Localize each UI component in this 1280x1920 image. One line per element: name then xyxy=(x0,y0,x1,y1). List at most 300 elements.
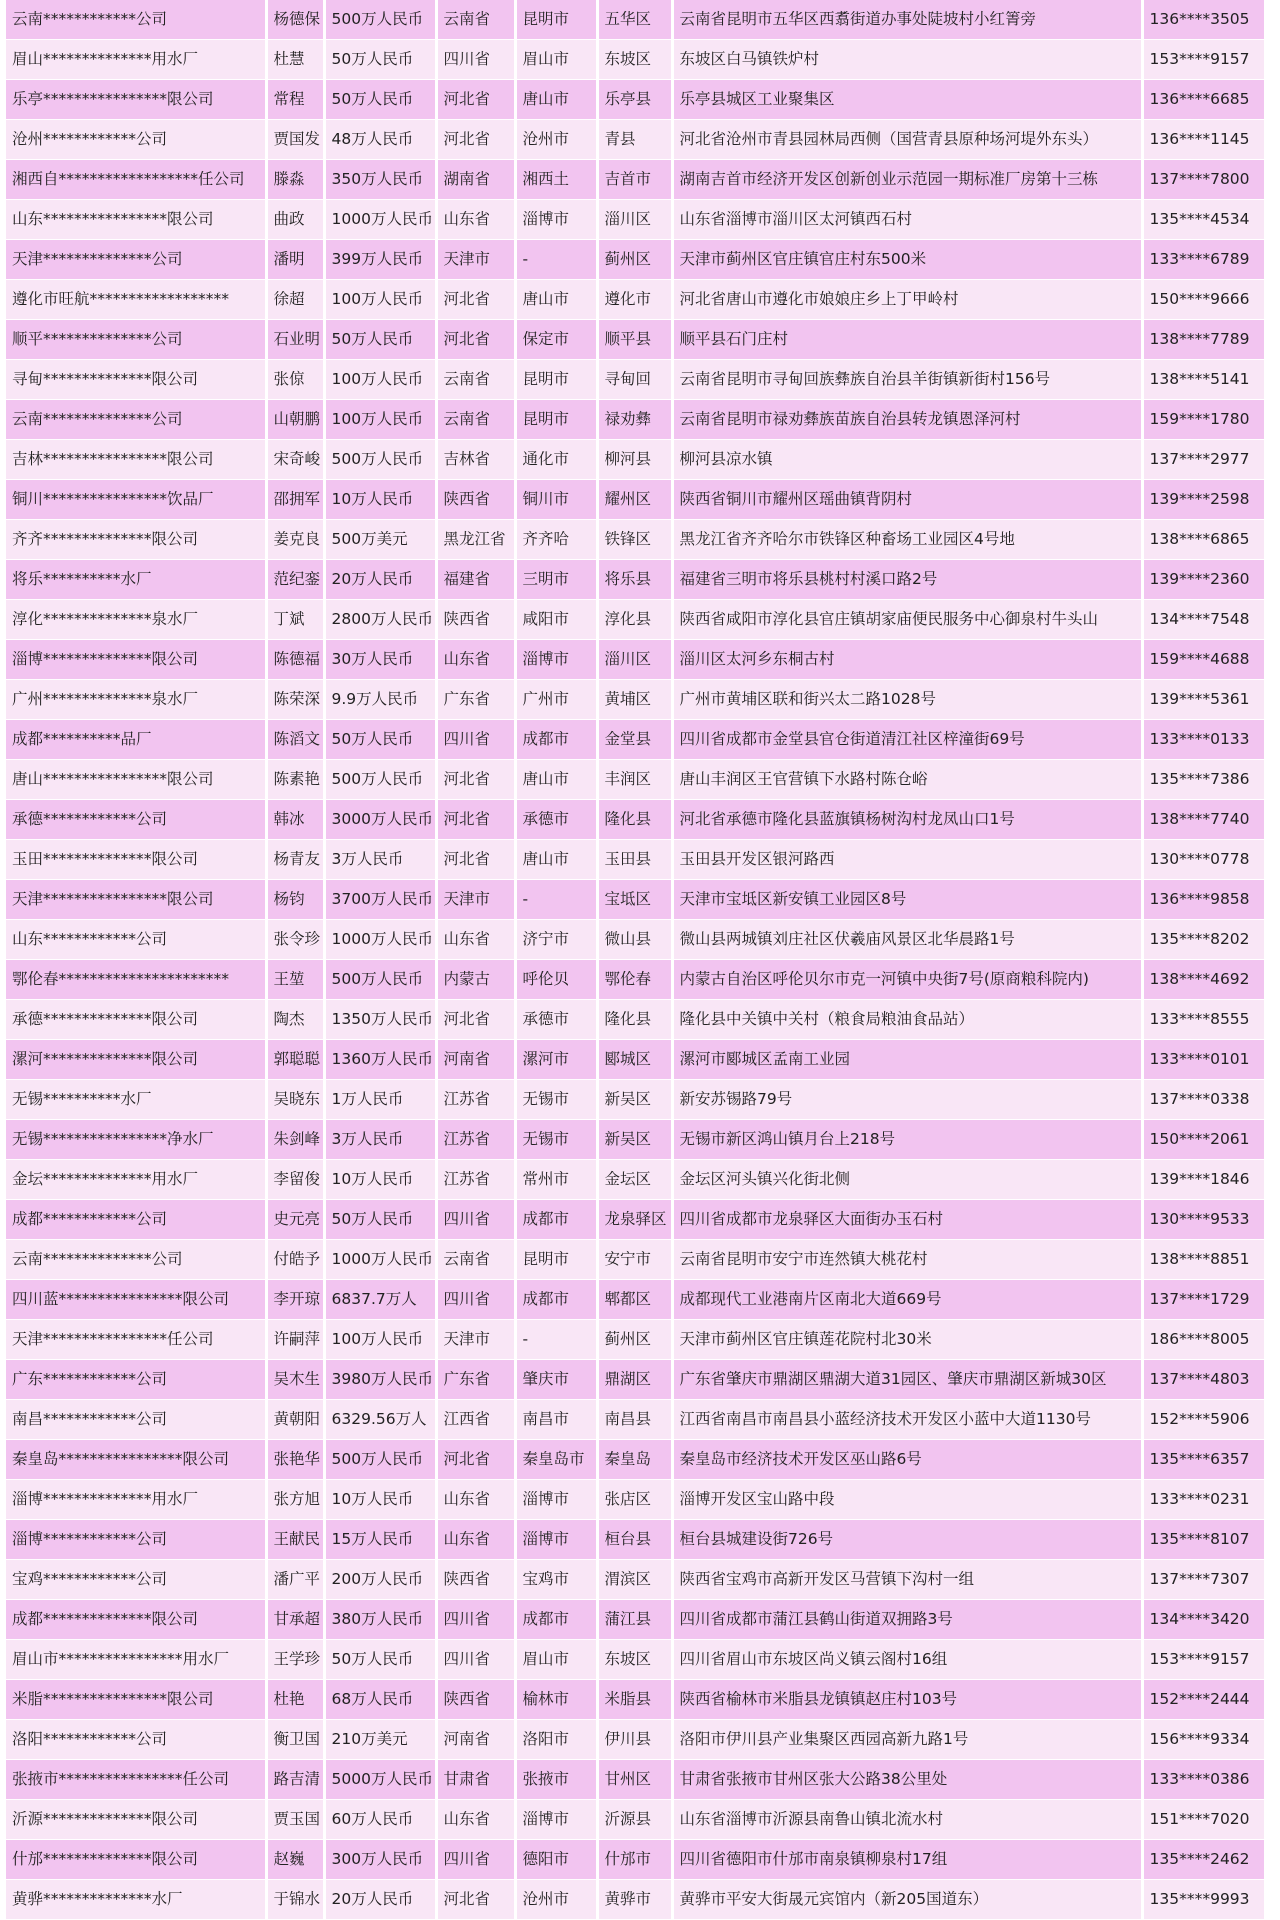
address-cell: 黄骅市平安大街晟元宾馆内（新205国道东） xyxy=(672,1880,1142,1920)
contact-name-cell: 陈滔文 xyxy=(266,720,324,760)
district-cell: 鄂伦春 xyxy=(597,960,672,1000)
contact-name-cell: 陈荣深 xyxy=(266,680,324,720)
capital-cell: 68万人民币 xyxy=(324,1680,436,1720)
table-row xyxy=(6,840,1265,880)
contact-name-cell: 范纪銮 xyxy=(266,560,324,600)
city-cell: 济宁市 xyxy=(515,920,597,960)
table-row xyxy=(6,800,1265,840)
table-row xyxy=(6,200,1265,240)
address-cell: 四川省成都市龙泉驿区大面街办玉石村 xyxy=(672,1200,1142,1240)
district-cell: 郫都区 xyxy=(597,1280,672,1320)
table-row xyxy=(6,920,1265,960)
district-cell: 伊川县 xyxy=(597,1720,672,1760)
address-cell: 河北省沧州市青县园林局西侧（国营青县原种场河堤外东头） xyxy=(672,120,1142,160)
phone-cell: 138****7789 xyxy=(1142,320,1265,360)
city-cell: 昆明市 xyxy=(515,400,597,440)
city-cell: 唐山市 xyxy=(515,280,597,320)
province-cell: 湖南省 xyxy=(436,160,515,200)
capital-cell: 6329.56万人 xyxy=(324,1400,436,1440)
phone-cell: 135****2462 xyxy=(1142,1840,1265,1880)
table-row xyxy=(6,280,1265,320)
city-cell: 昆明市 xyxy=(515,1240,597,1280)
phone-cell: 133****6789 xyxy=(1142,240,1265,280)
district-cell: 遵化市 xyxy=(597,280,672,320)
company-name-cell: 无锡**********水厂 xyxy=(6,1080,266,1120)
capital-cell: 1万人民币 xyxy=(324,1080,436,1120)
city-cell: 宝鸡市 xyxy=(515,1560,597,1600)
capital-cell: 100万人民币 xyxy=(324,400,436,440)
address-cell: 广东省肇庆市鼎湖区鼎湖大道31园区、肇庆市鼎湖区新城30区 xyxy=(672,1360,1142,1400)
city-cell: 淄博市 xyxy=(515,1480,597,1520)
phone-cell: 150****9666 xyxy=(1142,280,1265,320)
address-cell: 金坛区河头镇兴化街北侧 xyxy=(672,1160,1142,1200)
company-name-cell: 湘西自******************任公司 xyxy=(6,160,266,200)
province-cell: 云南省 xyxy=(436,360,515,400)
table-row xyxy=(6,1200,1265,1240)
province-cell: 陕西省 xyxy=(436,600,515,640)
district-cell: 将乐县 xyxy=(597,560,672,600)
district-cell: 新吴区 xyxy=(597,1080,672,1120)
address-cell: 四川省成都市蒲江县鹤山街道双拥路3号 xyxy=(672,1600,1142,1640)
capital-cell: 50万人民币 xyxy=(324,1200,436,1240)
address-cell: 微山县两城镇刘庄社区伏羲庙风景区北华晨路1号 xyxy=(672,920,1142,960)
phone-cell: 135****8107 xyxy=(1142,1520,1265,1560)
capital-cell: 500万人民币 xyxy=(324,960,436,1000)
table-row xyxy=(6,1120,1265,1160)
company-name-cell: 淄博**************限公司 xyxy=(6,640,266,680)
contact-name-cell: 李开琼 xyxy=(266,1280,324,1320)
table-row xyxy=(6,40,1265,80)
company-name-cell: 成都************公司 xyxy=(6,1200,266,1240)
company-name-cell: 云南**************公司 xyxy=(6,400,266,440)
district-cell: 金坛区 xyxy=(597,1160,672,1200)
company-name-cell: 张掖市****************任公司 xyxy=(6,1760,266,1800)
district-cell: 丰润区 xyxy=(597,760,672,800)
contact-name-cell: 韩冰 xyxy=(266,800,324,840)
table-body xyxy=(6,0,1265,1920)
city-cell: 淄博市 xyxy=(515,1800,597,1840)
address-cell: 河北省承德市隆化县蓝旗镇杨树沟村龙凤山口1号 xyxy=(672,800,1142,840)
phone-cell: 133****8555 xyxy=(1142,1000,1265,1040)
contact-name-cell: 张艳华 xyxy=(266,1440,324,1480)
capital-cell: 10万人民币 xyxy=(324,480,436,520)
contact-name-cell: 朱剑峰 xyxy=(266,1120,324,1160)
contact-name-cell: 滕淼 xyxy=(266,160,324,200)
city-cell: 眉山市 xyxy=(515,40,597,80)
company-name-cell: 鄂伦春********************** xyxy=(6,960,266,1000)
address-cell: 云南省昆明市五华区西翥街道办事处陡坡村小红箐旁 xyxy=(672,0,1142,40)
capital-cell: 10万人民币 xyxy=(324,1160,436,1200)
province-cell: 山东省 xyxy=(436,1520,515,1560)
city-cell: - xyxy=(515,240,597,280)
city-cell: 昆明市 xyxy=(515,0,597,40)
capital-cell: 380万人民币 xyxy=(324,1600,436,1640)
province-cell: 河北省 xyxy=(436,1440,515,1480)
contact-name-cell: 杨青友 xyxy=(266,840,324,880)
capital-cell: 3万人民币 xyxy=(324,1120,436,1160)
district-cell: 微山县 xyxy=(597,920,672,960)
table-row xyxy=(6,1440,1265,1480)
phone-cell: 139****1846 xyxy=(1142,1160,1265,1200)
capital-cell: 3700万人民币 xyxy=(324,880,436,920)
address-cell: 河北省唐山市遵化市娘娘庄乡上丁甲岭村 xyxy=(672,280,1142,320)
province-cell: 云南省 xyxy=(436,400,515,440)
city-cell: 通化市 xyxy=(515,440,597,480)
phone-cell: 130****9533 xyxy=(1142,1200,1265,1240)
phone-cell: 135****4534 xyxy=(1142,200,1265,240)
district-cell: 东坡区 xyxy=(597,1640,672,1680)
province-cell: 广东省 xyxy=(436,1360,515,1400)
city-cell: 保定市 xyxy=(515,320,597,360)
address-cell: 顺平县石门庄村 xyxy=(672,320,1142,360)
address-cell: 隆化县中关镇中关村（粮食局粮油食品站） xyxy=(672,1000,1142,1040)
table-row xyxy=(6,600,1265,640)
phone-cell: 152****2444 xyxy=(1142,1680,1265,1720)
company-name-cell: 山东****************限公司 xyxy=(6,200,266,240)
capital-cell: 1350万人民币 xyxy=(324,1000,436,1040)
province-cell: 河北省 xyxy=(436,120,515,160)
province-cell: 江西省 xyxy=(436,1400,515,1440)
province-cell: 山东省 xyxy=(436,1800,515,1840)
table-row xyxy=(6,120,1265,160)
company-table xyxy=(6,0,1267,1920)
district-cell: 淄川区 xyxy=(597,200,672,240)
company-name-cell: 成都**************限公司 xyxy=(6,1600,266,1640)
phone-cell: 137****4803 xyxy=(1142,1360,1265,1400)
address-cell: 云南省昆明市禄劝彝族苗族自治县转龙镇恩泽河村 xyxy=(672,400,1142,440)
address-cell: 陕西省咸阳市淳化县官庄镇胡家庙便民服务中心御泉村牛头山 xyxy=(672,600,1142,640)
address-cell: 山东省淄博市淄川区太河镇西石村 xyxy=(672,200,1142,240)
phone-cell: 133****0101 xyxy=(1142,1040,1265,1080)
province-cell: 河北省 xyxy=(436,800,515,840)
phone-cell: 136****6685 xyxy=(1142,80,1265,120)
province-cell: 四川省 xyxy=(436,1840,515,1880)
address-cell: 内蒙古自治区呼伦贝尔市克一河镇中央街7号(原商粮科院内) xyxy=(672,960,1142,1000)
city-cell: 秦皇岛市 xyxy=(515,1440,597,1480)
city-cell: 德阳市 xyxy=(515,1840,597,1880)
district-cell: 新吴区 xyxy=(597,1120,672,1160)
table-row xyxy=(6,1600,1265,1640)
capital-cell: 2800万人民币 xyxy=(324,600,436,640)
phone-cell: 139****2360 xyxy=(1142,560,1265,600)
contact-name-cell: 郭聪聪 xyxy=(266,1040,324,1080)
contact-name-cell: 许嗣萍 xyxy=(266,1320,324,1360)
capital-cell: 30万人民币 xyxy=(324,640,436,680)
phone-cell: 138****8851 xyxy=(1142,1240,1265,1280)
capital-cell: 500万美元 xyxy=(324,520,436,560)
address-cell: 四川省成都市金堂县官仓街道清江社区梓潼街69号 xyxy=(672,720,1142,760)
district-cell: 寻甸回 xyxy=(597,360,672,400)
address-cell: 四川省德阳市什邡市南泉镇柳泉村17组 xyxy=(672,1840,1142,1880)
district-cell: 吉首市 xyxy=(597,160,672,200)
contact-name-cell: 付皓予 xyxy=(266,1240,324,1280)
company-name-cell: 齐齐**************限公司 xyxy=(6,520,266,560)
company-name-cell: 无锡****************净水厂 xyxy=(6,1120,266,1160)
capital-cell: 1000万人民币 xyxy=(324,920,436,960)
province-cell: 河北省 xyxy=(436,1880,515,1920)
company-name-cell: 天津****************限公司 xyxy=(6,880,266,920)
table-row xyxy=(6,1080,1265,1120)
capital-cell: 6837.7万人 xyxy=(324,1280,436,1320)
company-name-cell: 玉田**************限公司 xyxy=(6,840,266,880)
company-name-cell: 云南************公司 xyxy=(6,0,266,40)
table-row xyxy=(6,1040,1265,1080)
address-cell: 玉田县开发区银河路西 xyxy=(672,840,1142,880)
contact-name-cell: 杨德保 xyxy=(266,0,324,40)
province-cell: 四川省 xyxy=(436,1280,515,1320)
province-cell: 河北省 xyxy=(436,840,515,880)
address-cell: 无锡市新区鸿山镇月台上218号 xyxy=(672,1120,1142,1160)
table-row xyxy=(6,1520,1265,1560)
contact-name-cell: 潘明 xyxy=(266,240,324,280)
table-row xyxy=(6,520,1265,560)
contact-name-cell: 潘广平 xyxy=(266,1560,324,1600)
province-cell: 山东省 xyxy=(436,640,515,680)
table-row xyxy=(6,1480,1265,1520)
phone-cell: 137****7800 xyxy=(1142,160,1265,200)
province-cell: 四川省 xyxy=(436,720,515,760)
contact-name-cell: 吴木生 xyxy=(266,1360,324,1400)
city-cell: 淄博市 xyxy=(515,200,597,240)
address-cell: 福建省三明市将乐县桃村村溪口路2号 xyxy=(672,560,1142,600)
address-cell: 陕西省榆林市米脂县龙镇镇赵庄村103号 xyxy=(672,1680,1142,1720)
contact-name-cell: 陈素艳 xyxy=(266,760,324,800)
table-row xyxy=(6,240,1265,280)
city-cell: 沧州市 xyxy=(515,1880,597,1920)
capital-cell: 3万人民币 xyxy=(324,840,436,880)
city-cell: 承德市 xyxy=(515,1000,597,1040)
district-cell: 蓟州区 xyxy=(597,1320,672,1360)
company-name-cell: 沧州************公司 xyxy=(6,120,266,160)
company-name-cell: 米脂****************限公司 xyxy=(6,1680,266,1720)
capital-cell: 50万人民币 xyxy=(324,40,436,80)
capital-cell: 100万人民币 xyxy=(324,280,436,320)
address-cell: 江西省南昌市南昌县小蓝经济技术开发区小蓝中大道1130号 xyxy=(672,1400,1142,1440)
table-row xyxy=(6,960,1265,1000)
address-cell: 淄川区太河乡东桐古村 xyxy=(672,640,1142,680)
phone-cell: 136****1145 xyxy=(1142,120,1265,160)
district-cell: 禄劝彝 xyxy=(597,400,672,440)
company-name-cell: 山东************公司 xyxy=(6,920,266,960)
province-cell: 陕西省 xyxy=(436,1560,515,1600)
address-cell: 天津市蓟州区官庄镇官庄村东500米 xyxy=(672,240,1142,280)
province-cell: 河北省 xyxy=(436,760,515,800)
contact-name-cell: 石业明 xyxy=(266,320,324,360)
province-cell: 河南省 xyxy=(436,1040,515,1080)
city-cell: 咸阳市 xyxy=(515,600,597,640)
province-cell: 陕西省 xyxy=(436,480,515,520)
company-name-cell: 顺平**************公司 xyxy=(6,320,266,360)
company-name-cell: 南昌************公司 xyxy=(6,1400,266,1440)
city-cell: 淄博市 xyxy=(515,640,597,680)
city-cell: 承德市 xyxy=(515,800,597,840)
address-cell: 东坡区白马镇铁炉村 xyxy=(672,40,1142,80)
district-cell: 鼎湖区 xyxy=(597,1360,672,1400)
address-cell: 新安苏锡路79号 xyxy=(672,1080,1142,1120)
table-row xyxy=(6,1880,1265,1920)
table-row xyxy=(6,1240,1265,1280)
contact-name-cell: 丁斌 xyxy=(266,600,324,640)
table-row xyxy=(6,320,1265,360)
city-cell: 常州市 xyxy=(515,1160,597,1200)
company-name-cell: 淳化**************泉水厂 xyxy=(6,600,266,640)
contact-name-cell: 山朝鹏 xyxy=(266,400,324,440)
address-cell: 秦皇岛市经济技术开发区巫山路6号 xyxy=(672,1440,1142,1480)
contact-name-cell: 贾国发 xyxy=(266,120,324,160)
city-cell: 肇庆市 xyxy=(515,1360,597,1400)
province-cell: 河北省 xyxy=(436,1000,515,1040)
district-cell: 蒲江县 xyxy=(597,1600,672,1640)
table-row xyxy=(6,0,1265,40)
company-name-cell: 眉山**************用水厂 xyxy=(6,40,266,80)
capital-cell: 1360万人民币 xyxy=(324,1040,436,1080)
province-cell: 天津市 xyxy=(436,240,515,280)
company-name-cell: 秦皇岛****************限公司 xyxy=(6,1440,266,1480)
province-cell: 河北省 xyxy=(436,80,515,120)
address-cell: 天津市宝坻区新安镇工业园区8号 xyxy=(672,880,1142,920)
company-name-cell: 什邡**************限公司 xyxy=(6,1840,266,1880)
district-cell: 淳化县 xyxy=(597,600,672,640)
district-cell: 耀州区 xyxy=(597,480,672,520)
table-row xyxy=(6,560,1265,600)
city-cell: - xyxy=(515,1320,597,1360)
company-name-cell: 天津****************任公司 xyxy=(6,1320,266,1360)
city-cell: 南昌市 xyxy=(515,1400,597,1440)
company-name-cell: 宝鸡************公司 xyxy=(6,1560,266,1600)
table-row xyxy=(6,1840,1265,1880)
table-row xyxy=(6,160,1265,200)
table-row xyxy=(6,1320,1265,1360)
capital-cell: 500万人民币 xyxy=(324,1440,436,1480)
contact-name-cell: 宋奇峻 xyxy=(266,440,324,480)
phone-cell: 159****4688 xyxy=(1142,640,1265,680)
province-cell: 天津市 xyxy=(436,880,515,920)
company-name-cell: 将乐**********水厂 xyxy=(6,560,266,600)
contact-name-cell: 曲政 xyxy=(266,200,324,240)
city-cell: 眉山市 xyxy=(515,1640,597,1680)
company-name-cell: 唐山****************限公司 xyxy=(6,760,266,800)
city-cell: 成都市 xyxy=(515,1200,597,1240)
capital-cell: 1000万人民币 xyxy=(324,1240,436,1280)
company-name-cell: 吉林****************限公司 xyxy=(6,440,266,480)
phone-cell: 135****9993 xyxy=(1142,1880,1265,1920)
province-cell: 江苏省 xyxy=(436,1080,515,1120)
table-row xyxy=(6,640,1265,680)
contact-name-cell: 徐超 xyxy=(266,280,324,320)
district-cell: 乐亭县 xyxy=(597,80,672,120)
contact-name-cell: 王堃 xyxy=(266,960,324,1000)
capital-cell: 200万人民币 xyxy=(324,1560,436,1600)
phone-cell: 137****7307 xyxy=(1142,1560,1265,1600)
contact-name-cell: 陶杰 xyxy=(266,1000,324,1040)
phone-cell: 159****1780 xyxy=(1142,400,1265,440)
contact-name-cell: 杨钧 xyxy=(266,880,324,920)
table-row xyxy=(6,360,1265,400)
province-cell: 江苏省 xyxy=(436,1120,515,1160)
district-cell: 东坡区 xyxy=(597,40,672,80)
city-cell: 广州市 xyxy=(515,680,597,720)
capital-cell: 15万人民币 xyxy=(324,1520,436,1560)
district-cell: 米脂县 xyxy=(597,1680,672,1720)
district-cell: 渭滨区 xyxy=(597,1560,672,1600)
contact-name-cell: 史元亮 xyxy=(266,1200,324,1240)
contact-name-cell: 吴晓东 xyxy=(266,1080,324,1120)
province-cell: 四川省 xyxy=(436,1600,515,1640)
contact-name-cell: 张方旭 xyxy=(266,1480,324,1520)
company-name-cell: 眉山市****************用水厂 xyxy=(6,1640,266,1680)
phone-cell: 186****8005 xyxy=(1142,1320,1265,1360)
city-cell: 成都市 xyxy=(515,1280,597,1320)
address-cell: 桓台县城建设街726号 xyxy=(672,1520,1142,1560)
district-cell: 张店区 xyxy=(597,1480,672,1520)
province-cell: 江苏省 xyxy=(436,1160,515,1200)
company-name-cell: 漯河**************限公司 xyxy=(6,1040,266,1080)
table-row xyxy=(6,480,1265,520)
contact-name-cell: 杜慧 xyxy=(266,40,324,80)
company-name-cell: 广州**************泉水厂 xyxy=(6,680,266,720)
table-row xyxy=(6,1640,1265,1680)
phone-cell: 138****4692 xyxy=(1142,960,1265,1000)
phone-cell: 135****6357 xyxy=(1142,1440,1265,1480)
contact-name-cell: 王学珍 xyxy=(266,1640,324,1680)
address-cell: 广州市黄埔区联和街兴太二路1028号 xyxy=(672,680,1142,720)
district-cell: 沂源县 xyxy=(597,1800,672,1840)
phone-cell: 138****6865 xyxy=(1142,520,1265,560)
capital-cell: 20万人民币 xyxy=(324,560,436,600)
city-cell: 沧州市 xyxy=(515,120,597,160)
phone-cell: 136****3505 xyxy=(1142,0,1265,40)
city-cell: 呼伦贝 xyxy=(515,960,597,1000)
table-row xyxy=(6,1360,1265,1400)
district-cell: 桓台县 xyxy=(597,1520,672,1560)
district-cell: 龙泉驿区 xyxy=(597,1200,672,1240)
address-cell: 甘肃省张掖市甘州区张大公路38公里处 xyxy=(672,1760,1142,1800)
province-cell: 吉林省 xyxy=(436,440,515,480)
contact-name-cell: 姜克良 xyxy=(266,520,324,560)
capital-cell: 350万人民币 xyxy=(324,160,436,200)
city-cell: 唐山市 xyxy=(515,80,597,120)
capital-cell: 20万人民币 xyxy=(324,1880,436,1920)
table-row xyxy=(6,400,1265,440)
district-cell: 南昌县 xyxy=(597,1400,672,1440)
city-cell: 湘西土 xyxy=(515,160,597,200)
district-cell: 金堂县 xyxy=(597,720,672,760)
province-cell: 河北省 xyxy=(436,280,515,320)
table-row xyxy=(6,720,1265,760)
address-cell: 四川省眉山市东坡区尚义镇云阁村16组 xyxy=(672,1640,1142,1680)
province-cell: 山东省 xyxy=(436,920,515,960)
capital-cell: 399万人民币 xyxy=(324,240,436,280)
table-row xyxy=(6,440,1265,480)
company-name-cell: 广东************公司 xyxy=(6,1360,266,1400)
contact-name-cell: 邵拥军 xyxy=(266,480,324,520)
table-row xyxy=(6,1680,1265,1720)
address-cell: 陕西省铜川市耀州区瑶曲镇背阴村 xyxy=(672,480,1142,520)
contact-name-cell: 杜艳 xyxy=(266,1680,324,1720)
phone-cell: 153****9157 xyxy=(1142,1640,1265,1680)
contact-name-cell: 路吉清 xyxy=(266,1760,324,1800)
table-row xyxy=(6,760,1265,800)
capital-cell: 9.9万人民币 xyxy=(324,680,436,720)
phone-cell: 151****7020 xyxy=(1142,1800,1265,1840)
capital-cell: 50万人民币 xyxy=(324,320,436,360)
capital-cell: 500万人民币 xyxy=(324,0,436,40)
city-cell: 唐山市 xyxy=(515,760,597,800)
capital-cell: 500万人民币 xyxy=(324,760,436,800)
phone-cell: 152****5906 xyxy=(1142,1400,1265,1440)
district-cell: 淄川区 xyxy=(597,640,672,680)
company-name-cell: 云南**************公司 xyxy=(6,1240,266,1280)
